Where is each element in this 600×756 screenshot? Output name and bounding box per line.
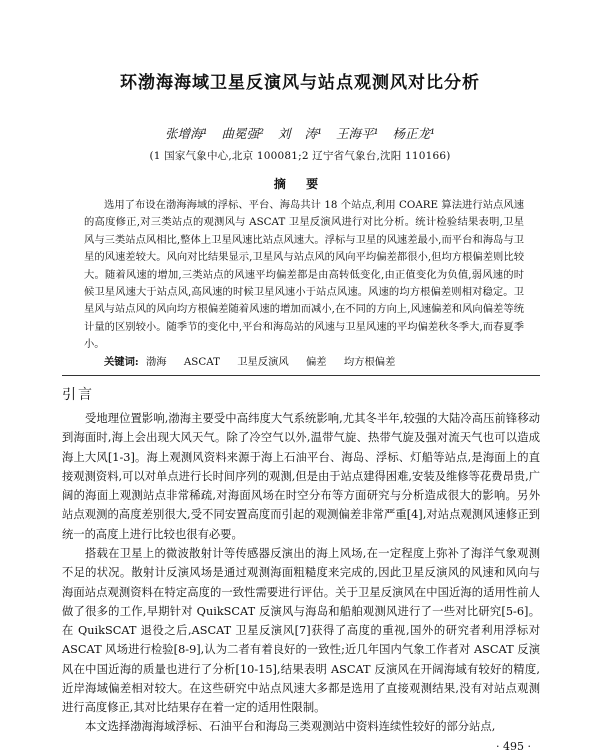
- abstract-text: 选用了布设在渤海海域的浮标、平台、海岛共计 18 个站点,利用 COARE 算法进行站点风速的高度修正,对三类站点的观测风与 ASCAT 卫星反演风进行对比分析。统计检验结果表明,卫星风与三类站点风相比,整体上卫星风速比站点风速大。浮标与卫星的风速差最小,而平台和海岛与卫星的风速差较大。风向对比结果显示,卫星风与站点风的风向平均偏差都很小,但均方根偏差则比较大。随着风速的增加,三类站点的风速平均偏差都是由高转低变化,由正值变化为负值,弱风速的时候卫星风速大于站点风,高风速的时候卫星风速小于站点风速。风速的均方根偏差则相对稳定。卫星风与站点风的风向均方根偏差随着风速的增加而减小,在不同的方向上,风速偏差和风向偏差等统计量的区别较小。随季节的变化中,平台和海岛站的风速与卫星风速的平均偏差秋冬季大,而春夏季小。: [84, 199, 524, 351]
- body-paragraph-1: 受地理位置影响,渤海主要受中高纬度大气系统影响,尤其冬半年,较强的大陆冷高压前锋移动到海面时,海上会出现大风天气。除了冷空气以外,温带气旋、热带气旋及强对流天气也可以造成海上大风[1-3]。海上观测风资料来源于海上石油平台、海岛、浮标、灯船等站点,是海面上的直接观测资料,可以对单点进行长时间序列的观测,但是由于站点建得困难,安装及维修等花费昂贵,广阔的海面上观测站点非常稀疏,对海面风场在时空分布等方面研究与分析造成很大的影响。另外站点观测的高度差别很大,受不同安置高度而引起的观测偏差非常严重[4],对站点观测风速修正到统一的高度上进行比较也很有必要。: [62, 412, 540, 541]
- affiliation: (1 国家气象中心,北京 100081;2 辽宁省气象台,沈阳 110166): [149, 150, 451, 162]
- keywords-label: 关键词:: [104, 356, 139, 368]
- author-list: 张增海¹ 曲冕强² 刘 涛¹ 王海平¹ 杨正龙¹: [165, 126, 435, 141]
- keyword: ASCAT: [183, 356, 220, 368]
- section-divider: [62, 375, 540, 376]
- keyword: 渤海: [145, 356, 167, 368]
- keyword: 卫星反演风: [237, 356, 289, 368]
- keyword: 偏差: [306, 356, 327, 368]
- paper-title: 环渤海海域卫星反演风与站点观测风对比分析: [120, 73, 480, 93]
- keywords-line: [104, 353, 524, 368]
- abstract-heading: 摘 要: [273, 177, 327, 191]
- page-number: · 495 ·: [496, 740, 531, 753]
- keyword: 均方根偏差: [343, 356, 396, 368]
- body-paragraph-2: 搭载在卫星上的微波散射计等传感器反演出的海上风场,在一定程度上弥补了海洋气象观测不足的状况。散射计反演风场是通过观测海面粗糙度来完成的,因此卫星反演风的风速和风向与海面站点观测资料在特定高度的一致性需要进行评估。关于卫星反演风在中国近海的适用性前人做了很多的工作,早期针对 QuikSCAT 反演风与海岛和船舶观测风进行了一些对比研究[5-6]。在 QuikSCAT 退役之后,ASCAT 卫星反演风[7]获得了高度的重视,国外的研究者利用浮标对 ASCAT 风场进行检验[8-9],认为二者有着良好的一致性;近几年国内气象工作者对 ASCAT 反演风在中国近海的质量也进行了分析[10-15],结果表明 ASCAT 反演风在开阔海域有较好的精度,近岸海域偏差相对较大。在这些研究中站点风速大多都是选用了直接观测结果,没有对站点观测进行高度修正,其对比结果存在着一定的适用性限制。: [62, 547, 540, 715]
- body-paragraph-3: 本文选择渤海海域浮标、石油平台和海岛三类观测站中资料连续性较好的部分站点,: [85, 720, 496, 733]
- section-heading-introduction: 引言: [62, 387, 94, 403]
